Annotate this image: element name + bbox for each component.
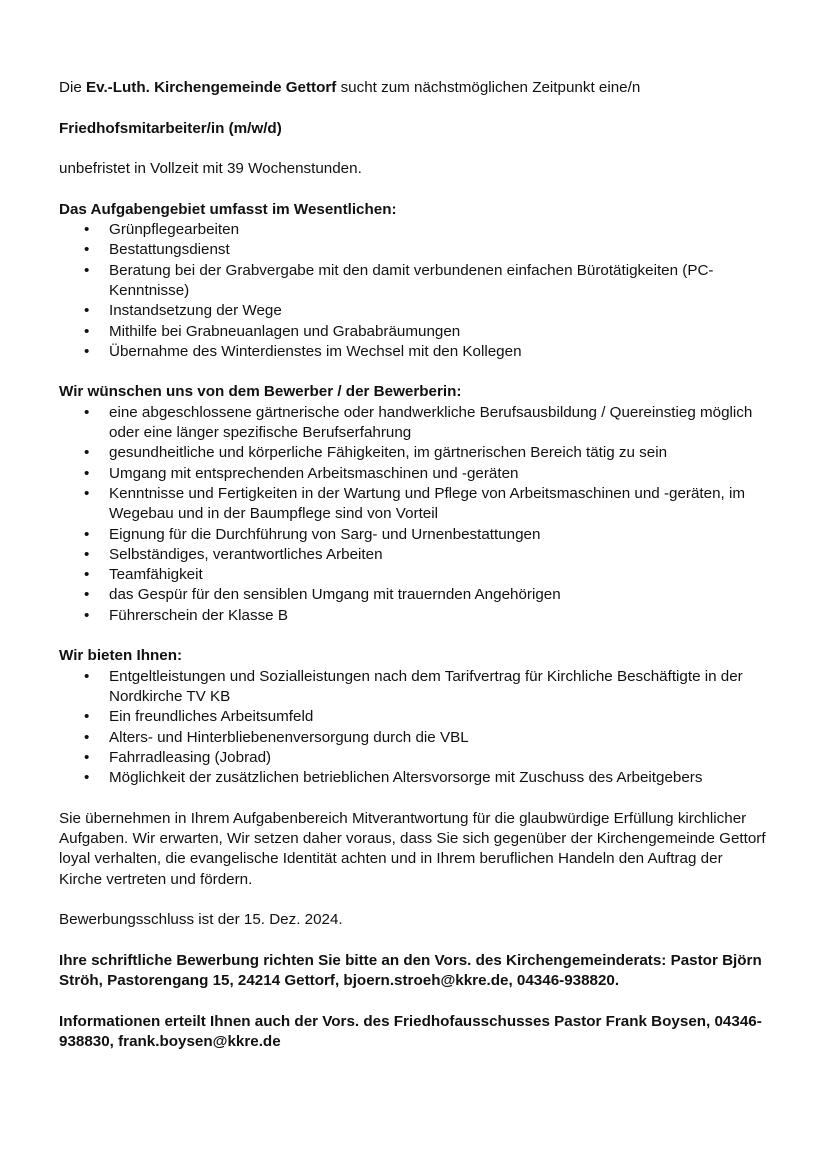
list-item: • Führerschein der Klasse B — [59, 606, 769, 626]
list-item: • Eignung für die Durchführung von Sarg- und Urnenbestattungen — [59, 525, 769, 545]
list-item: • eine abgeschlossene gärtnerische oder handwerkliche Berufsausbildung / Quereinstieg möglich oder eine länger spezifische Berufserfahrung — [59, 403, 769, 444]
list-item: • Fahrradleasing (Jobrad) — [59, 748, 769, 768]
list-item: • das Gespür für den sensiblen Umgang mit trauernden Angehörigen — [59, 585, 769, 605]
intro-prefix: Die — [59, 79, 87, 96]
intro-paragraph — [59, 78, 769, 98]
list-item: • Entgeltleistungen und Sozialleistungen nach dem Tarifvertrag für Kirchliche Beschäftigte in der Nordkirche TV KB — [59, 667, 769, 708]
list-item: • Teamfähigkeit — [59, 565, 769, 585]
offers-heading: Wir bieten Ihnen: — [59, 647, 183, 665]
job-posting-document — [59, 78, 769, 1052]
list-item: • Ein freundliches Arbeitsumfeld — [59, 707, 769, 727]
tasks-list — [59, 220, 769, 362]
list-item: • Umgang mit entsprechenden Arbeitsmaschinen und -geräten — [59, 464, 769, 484]
application-contact: Ihre schriftliche Bewerbung richten Sie bitte an den Vors. des Kirchengemeinderats: Pastor Björn Ströh, Pastorengang 15, 24214 Gettorf, bjoern.stroeh@kkre.de, 04346-938820. — [59, 951, 762, 990]
information-contact: Informationen erteilt Ihnen auch der Vors. des Friedhofausschusses Pastor Frank Boysen, 04346-938830, frank.boysen@kkre.de — [59, 1012, 762, 1050]
list-item: • Selbständiges, verantwortliches Arbeiten — [59, 545, 769, 565]
employment-terms: unbefristet in Vollzeit mit 39 Wochenstunden. — [59, 160, 362, 178]
list-item: • Übernahme des Winterdienstes im Wechsel mit den Kollegen — [59, 342, 769, 362]
list-item: • Alters- und Hinterbliebenenversorgung durch die VBL — [59, 728, 769, 748]
offers-list — [59, 667, 769, 789]
application-deadline: Bewerbungsschluss ist der 15. Dez. 2024. — [59, 911, 343, 929]
list-item: • Mithilfe bei Grabneuanlagen und Grababräumungen — [59, 322, 769, 342]
requirements-heading: Wir wünschen uns von dem Bewerber / der Bewerberin: — [59, 383, 462, 401]
job-title: Friedhofsmitarbeiter/in (m/w/d) — [59, 119, 282, 137]
tasks-heading: Das Aufgabengebiet umfasst im Wesentlichen: — [59, 200, 397, 218]
list-item: • Beratung bei der Grabvergabe mit den damit verbundenen einfachen Bürotätigkeiten (PC-Kenntnisse) — [59, 261, 769, 302]
list-item: • Kenntnisse und Fertigkeiten in der Wartung und Pflege von Arbeitsmaschinen und -geräten, im Wegebau und in der Baumpflege sind von Vorteil — [59, 484, 769, 525]
organization-name: Ev.-Luth. Kirchengemeinde Gettorf — [86, 79, 337, 96]
list-item: • Grünpflegearbeiten — [59, 220, 769, 240]
list-item: • Instandsetzung der Wege — [59, 301, 769, 321]
responsibility-paragraph: Sie übernehmen in Ihrem Aufgabenbereich Mitverantwortung für die glaubwürdige Erfüllung kirchlicher Aufgaben. Wir erwarten, Wir setzen daher voraus, dass Sie sich gegenüber der Kirchengemeinde Gettorf loyal verhalten, die evangelische Identität achten und in Ihrem beruflichen Handeln den Auftrag der Kirche vertreten und fördern. — [59, 809, 766, 888]
list-item: • Bestattungsdienst — [59, 240, 769, 260]
intro-suffix: sucht zum nächstmöglichen Zeitpunkt eine/n — [336, 79, 641, 96]
list-item: • Möglichkeit der zusätzlichen betrieblichen Altersvorsorge mit Zuschuss des Arbeitgebers — [59, 768, 769, 788]
list-item: • gesundheitliche und körperliche Fähigkeiten, im gärtnerischen Bereich tätig zu sein — [59, 443, 769, 463]
requirements-list — [59, 403, 769, 626]
